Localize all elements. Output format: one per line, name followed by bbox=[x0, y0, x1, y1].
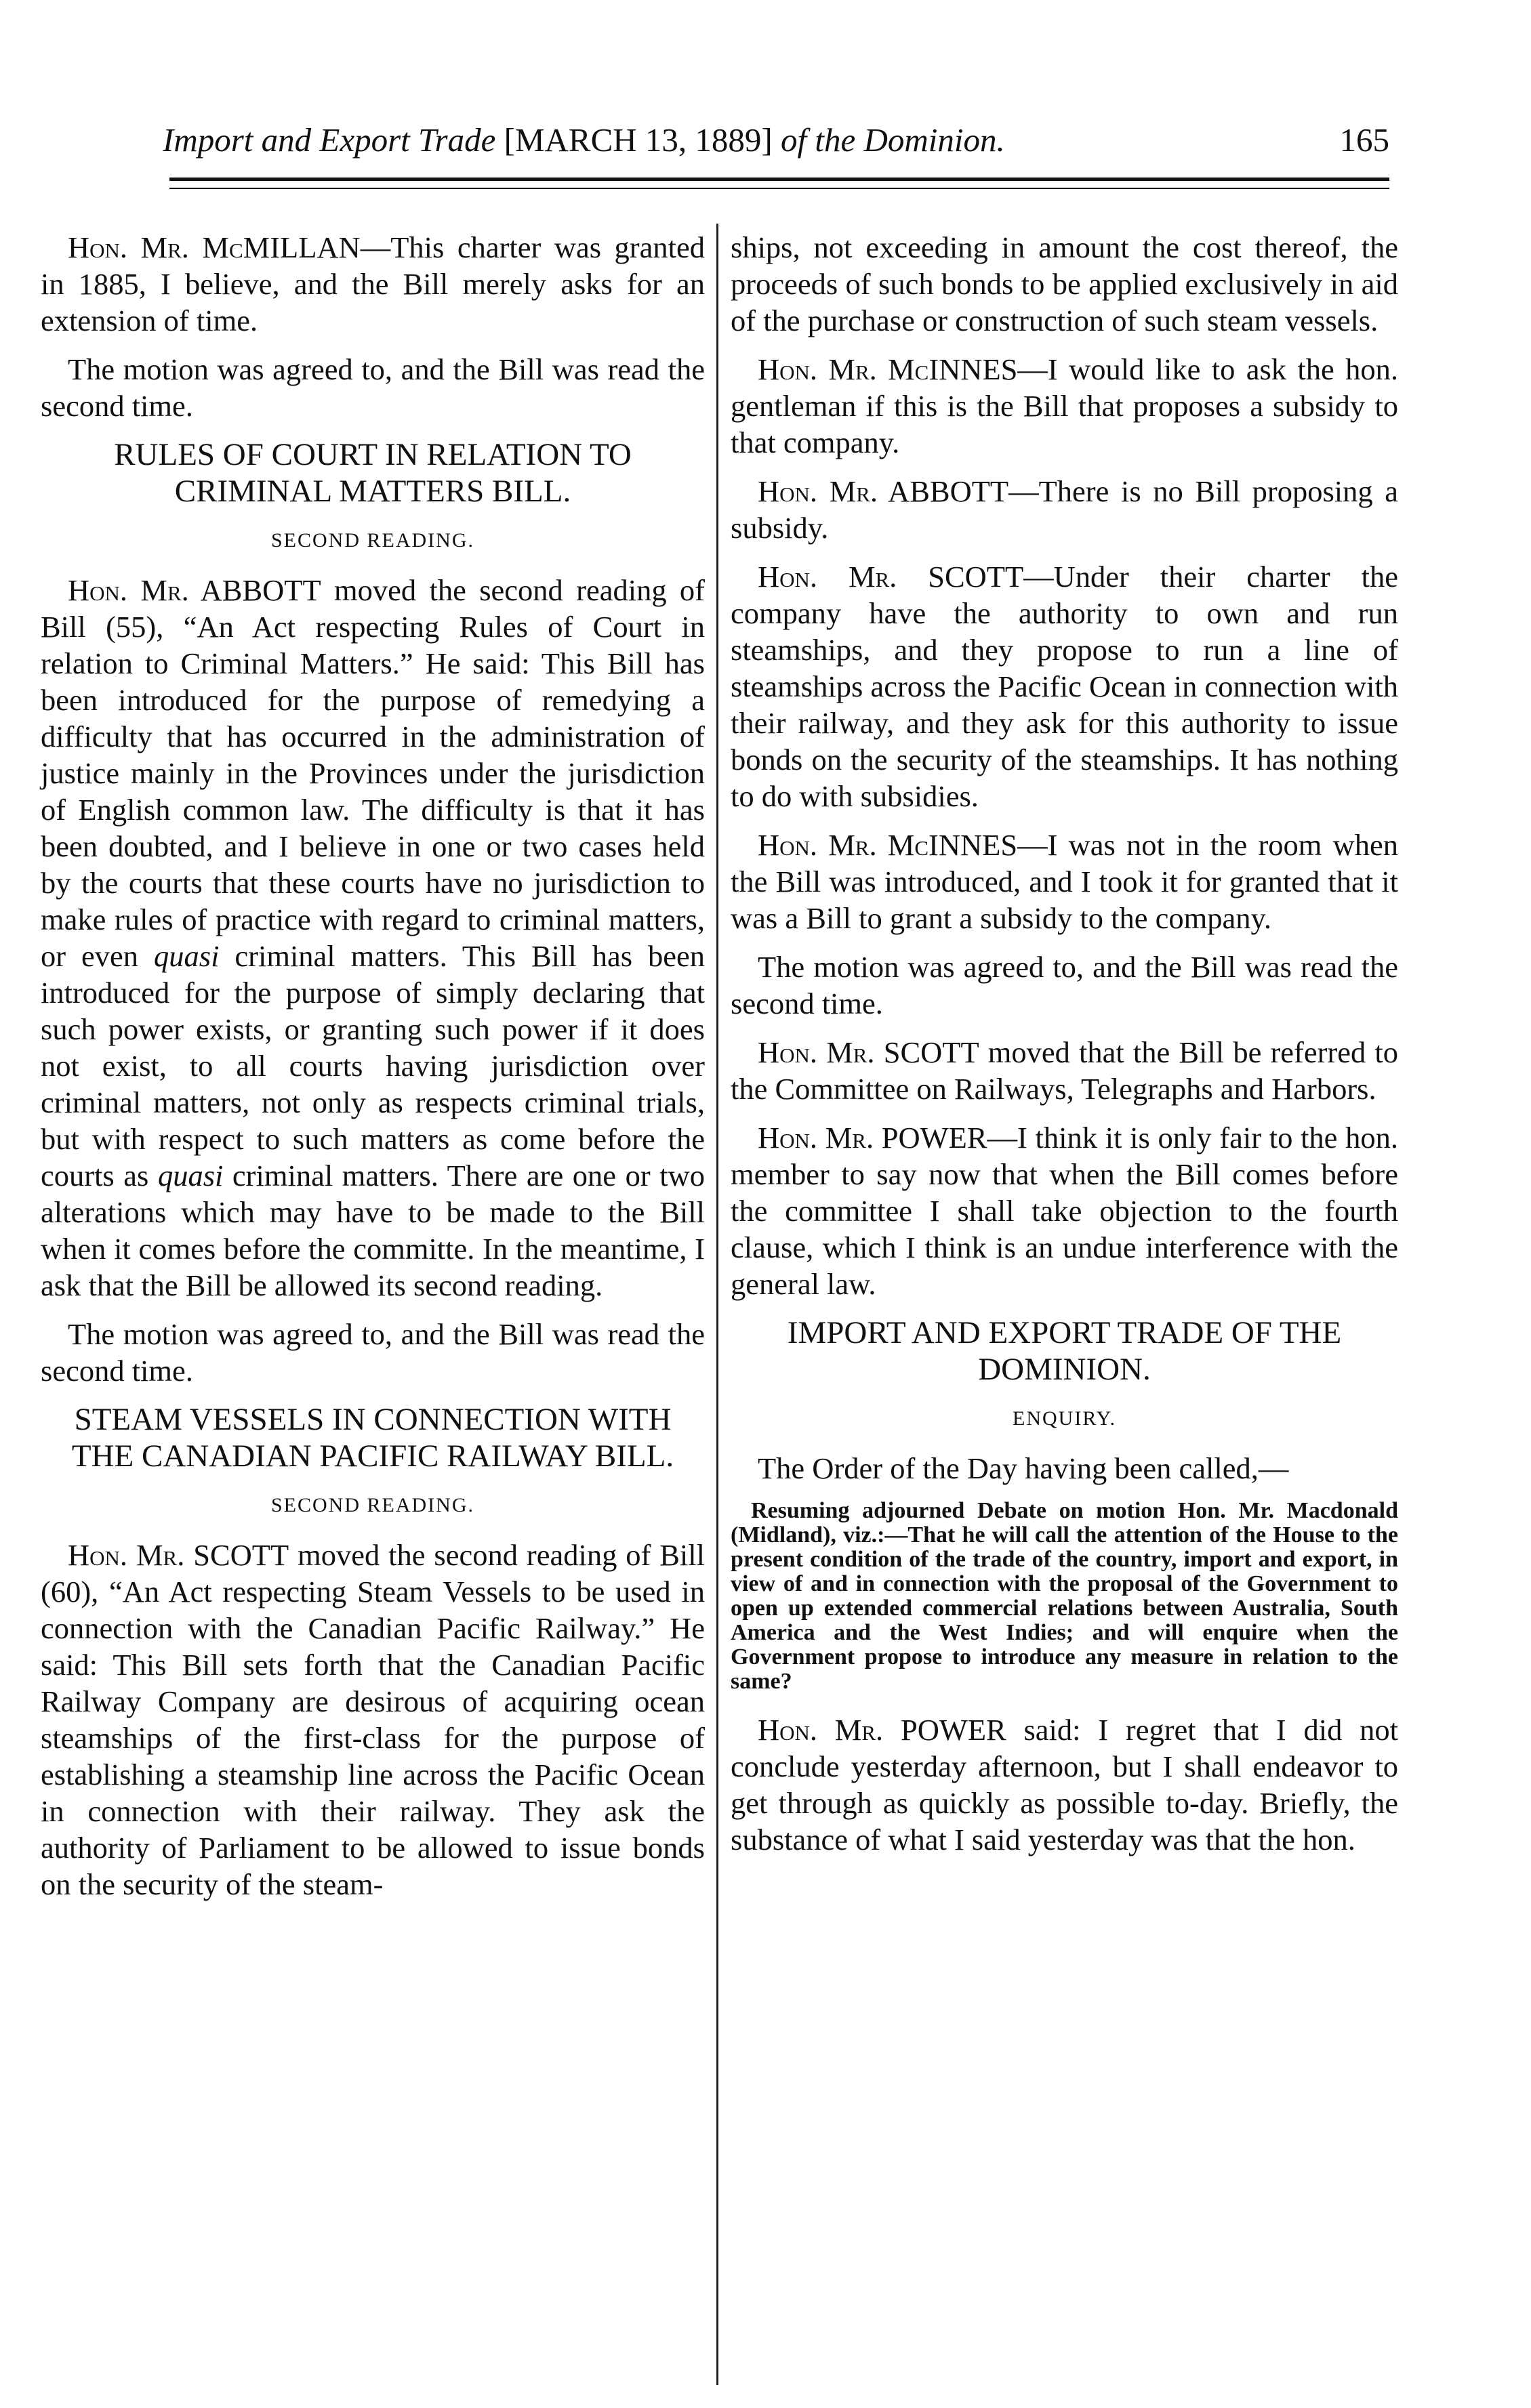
left-column bbox=[41, 229, 705, 1915]
speaker-name: Hon. Mr. POWER bbox=[758, 1121, 987, 1155]
subheading: ENQUIRY. bbox=[1013, 1407, 1116, 1430]
paragraph: Hon. Mr. SCOTT moved the second reading of Bill (60), “An Act respecting Steam Vessels to be used in connection with the Canadian Pacific Railway.” He said: This Bill sets forth that the Canadian Pacific Railway Company are desirous of acquiring ocean steamships of the first-class for the purpose of establishing a steamship line across the Pacific Ocean in connection with their railway. They ask the authority of Parliament to be allowed to issue bonds on the security of the steam- bbox=[41, 1538, 705, 1901]
order-of-day-text: Resuming adjourned Debate on motion Hon. Mr. Macdonald (Midland), viz.:—That he will call the attention of the House to the present condition of the trade of the country, import and export, in view of and in connection with the proposal of the Government to open up extended commercial relations between Australia, South America and the West Indies; and will enquire when the Government propose to introduce any measure in relation to the same? bbox=[731, 1498, 1398, 1694]
subheading: SECOND READING. bbox=[271, 529, 474, 552]
italic-term: quasi bbox=[154, 939, 220, 973]
paragraph: Hon. Mr. POWER said: I regret that I did not conclude yesterday afternoon, but I shall endeavor to get through as quickly as possible to-day. Briefly, the substance of what I said yesterday was that the hon. bbox=[731, 1713, 1398, 1856]
speaker-name: Hon. Mr. McINNES bbox=[758, 352, 1018, 386]
section-heading: RULES OF COURT IN RELATION TO CRIMINAL MATTERS BILL. bbox=[114, 437, 632, 509]
paragraph: ships, not exceeding in amount the cost thereof, the proceeds of such bonds to be applied exclusively in aid of the purchase or construction of such steam vessels. bbox=[731, 230, 1398, 337]
paragraph: Hon. Mr. SCOTT moved that the Bill be referred to the Committee on Railways, Telegraphs and Harbors. bbox=[731, 1035, 1398, 1106]
paragraph: The motion was agreed to, and the Bill was read the second time. bbox=[41, 1317, 705, 1388]
speaker-name: Hon. Mr. SCOTT bbox=[68, 1538, 289, 1572]
header-rule-thin bbox=[169, 188, 1389, 189]
paragraph: Hon. Mr. POWER—I think it is only fair to the hon. member to say now that when the Bill comes before the committee I shall take objection to the fourth clause, which I think is an undue interference with the general law. bbox=[731, 1121, 1398, 1301]
running-title: Import and Export Trade [MARCH 13, 1889] of the Dominion. bbox=[163, 121, 1005, 159]
header-rule-thick bbox=[169, 178, 1389, 181]
paragraph: The motion was agreed to, and the Bill was read the second time. bbox=[731, 950, 1398, 1020]
right-column bbox=[731, 229, 1398, 1870]
paragraph: Hon. Mr. ABBOTT—There is no Bill proposing a subsidy. bbox=[731, 474, 1398, 545]
paragraph: Hon. Mr. SCOTT—Under their charter the company have the authority to own and run steamships, and they propose to run a line of steamships across the Pacific Ocean in connection with their railway, and they ask for this authority to issue bonds on the security of the steamships. It has nothing to do with subsidies. bbox=[731, 560, 1398, 813]
paragraph: Hon. Mr. McINNES—I was not in the room when the Bill was introduced, and I took it for granted that it was a Bill to grant a subsidy to the company. bbox=[731, 828, 1398, 935]
italic-term: quasi bbox=[157, 1159, 224, 1192]
paragraph: Hon. Mr. McINNES—I would like to ask the hon. gentleman if this is the Bill that proposes a subsidy to that company. bbox=[731, 352, 1398, 459]
subheading: SECOND READING. bbox=[271, 1494, 474, 1516]
paragraph: Hon. Mr. McMILLAN—This charter was granted in 1885, I believe, and the Bill merely asks for an extension of time. bbox=[41, 230, 705, 337]
speaker-name: Hon. Mr. ABBOTT bbox=[68, 573, 321, 607]
page-number: 165 bbox=[1339, 121, 1389, 159]
speaker-name: Hon. Mr. SCOTT bbox=[758, 1035, 979, 1069]
header-date: [MARCH 13, 1889] bbox=[504, 121, 773, 159]
speaker-name: Hon. Mr. POWER bbox=[758, 1713, 1006, 1747]
speaker-name: Hon. Mr. McINNES bbox=[758, 828, 1018, 862]
paragraph: The Order of the Day having been called,— bbox=[758, 1451, 1289, 1485]
paragraph: The motion was agreed to, and the Bill was read the second time. bbox=[41, 352, 705, 423]
section-heading: STEAM VESSELS IN CONNECTION WITH THE CANADIAN PACIFIC RAILWAY BILL. bbox=[71, 1402, 674, 1474]
section-heading: IMPORT AND EXPORT TRADE OF THE DOMINION. bbox=[787, 1315, 1342, 1387]
speaker-name: Hon. Mr. McMILLAN bbox=[68, 230, 361, 264]
column-divider bbox=[716, 224, 718, 2385]
speaker-name: Hon. Mr. SCOTT bbox=[758, 560, 1024, 594]
paragraph: Hon. Mr. ABBOTT moved the second reading of Bill (55), “An Act respecting Rules of Court in relation to Criminal Matters.” He said: This Bill has been introduced for the purpose of remedying a difficulty that has occurred in the administration of justice mainly in the Provinces under the jurisdiction of English common law. The difficulty is that it has been doubted, and I believe in one or two cases held by the courts that these courts have no jurisdiction to make rules of practice with regard to criminal matters, or even quasi criminal matters. This Bill has been introduced for the purpose of simply declaring that such power exists, or granting such power if it does not exist, to all courts having jurisdiction over criminal matters, not only as respects criminal trials, but with respect to such matters as come before the courts as quasi criminal matters. There are one or two alterations which may have to be made to the Bill when it comes before the committe. In the meantime, I ask that the Bill be allowed its second reading. bbox=[41, 573, 705, 1302]
page-header bbox=[142, 121, 1389, 168]
speaker-name: Hon. Mr. ABBOTT bbox=[758, 474, 1009, 508]
